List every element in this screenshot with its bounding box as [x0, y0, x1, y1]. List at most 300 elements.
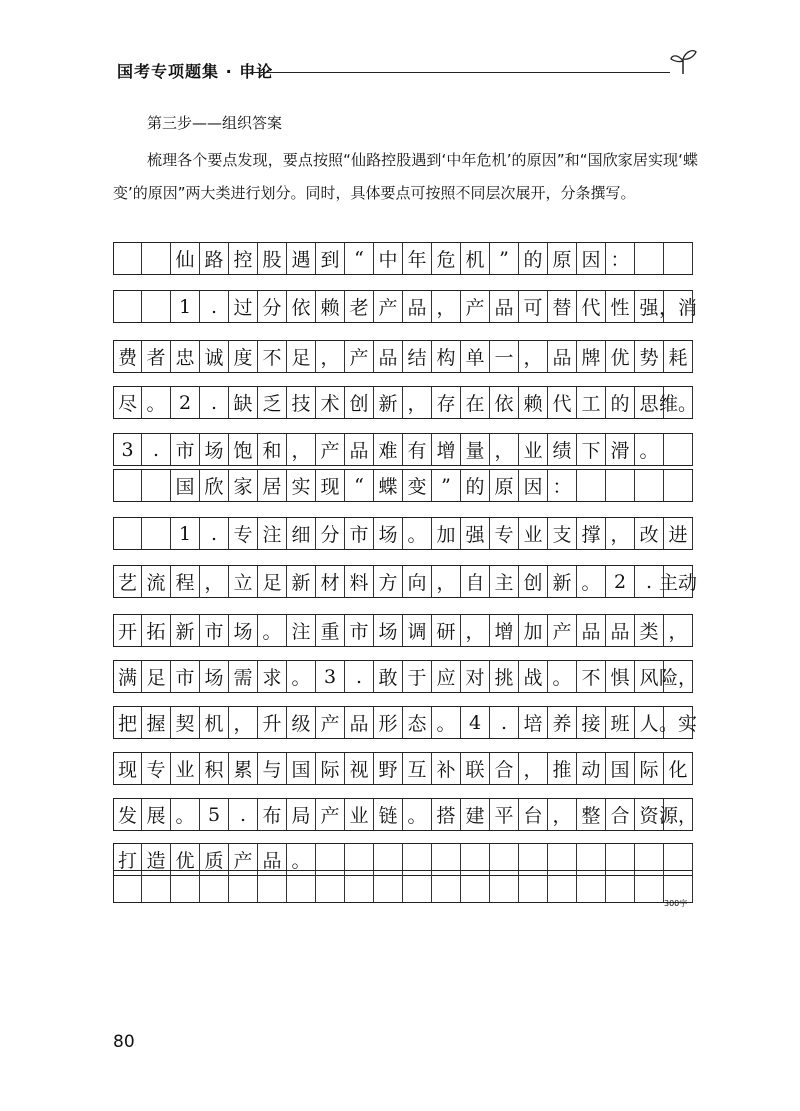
grid-cell: 现	[316, 470, 345, 501]
grid-cell	[229, 871, 258, 902]
grid-cell: 质	[200, 844, 229, 875]
grid-cell: 挑	[490, 661, 519, 692]
grid-cell: ”	[490, 243, 519, 274]
grid-cell: 原	[490, 470, 519, 501]
grid-cell	[287, 871, 316, 902]
grid-cell: 流	[142, 566, 171, 597]
grid-cell: 专	[490, 518, 519, 549]
grid-cell: 仙	[171, 243, 200, 274]
grid-cell: 主动	[664, 566, 693, 597]
grid-cell: 艺	[113, 566, 142, 597]
grid-cell: 业	[345, 799, 374, 830]
grid-cell: 1	[171, 291, 200, 322]
grid-row	[113, 706, 698, 739]
grid-cell: 新	[171, 615, 200, 646]
page-number: 80	[113, 1032, 135, 1052]
grid-cell: 机	[461, 243, 490, 274]
grid-cell: 进	[664, 518, 693, 549]
grid-cell	[548, 871, 577, 902]
grid-cell: 联	[461, 753, 490, 784]
grid-cell: 中	[374, 243, 403, 274]
grid-cell: 局	[287, 799, 316, 830]
grid-cell: 类	[635, 615, 664, 646]
grid-cell: 合	[490, 753, 519, 784]
grid-row	[113, 660, 698, 693]
grid-cell: 。	[258, 615, 287, 646]
grid-cell: 业	[519, 518, 548, 549]
grid-cell: 展	[142, 799, 171, 830]
grid-cell: 居	[258, 470, 287, 501]
grid-cell: 积	[200, 753, 229, 784]
grid-cell	[374, 871, 403, 902]
grid-cell: 强	[461, 518, 490, 549]
grid-cell: 者	[142, 341, 171, 372]
grid-cell: 量	[461, 434, 490, 465]
grid-cell: 饱	[229, 434, 258, 465]
grid-cell: 代	[577, 291, 606, 322]
grid-cell: 单	[461, 341, 490, 372]
intro-paragraph: 梳理各个要点发现，要点按照“仙路控股遇到‘中年危机’的原因”和“国欣家居实现‘蝶变’的原因”两大类进行划分。同时，具体要点可按照不同层次展开，分条撰写。	[113, 151, 698, 202]
grid-row	[113, 433, 693, 466]
grid-cell: 国	[287, 753, 316, 784]
grid-cell	[142, 871, 171, 902]
grid-cell: 级	[287, 707, 316, 738]
grid-cell	[432, 871, 461, 902]
grid-cell: ，消	[664, 291, 693, 322]
grid-cell: ，	[316, 341, 345, 372]
grid-cell: 忠	[171, 341, 200, 372]
grid-cell: 到	[316, 243, 345, 274]
grid-cell: 应	[432, 661, 461, 692]
grid-cell: 撑	[577, 518, 606, 549]
grid-cell: 现	[113, 753, 142, 784]
grid-cell: 产	[548, 615, 577, 646]
grid-cell: ，	[548, 799, 577, 830]
grid-cell: 搭	[432, 799, 461, 830]
grid-row	[113, 870, 693, 903]
grid-cell: 蝶	[374, 470, 403, 501]
grid-cell: 市	[171, 434, 200, 465]
grid-cell: 强	[635, 291, 664, 322]
grid-cell: 足	[142, 661, 171, 692]
grid-cell: 。	[548, 661, 577, 692]
grid-cell: 优	[606, 341, 635, 372]
grid-cell: 诚	[200, 341, 229, 372]
grid-cell: 和	[258, 434, 287, 465]
grid-cell	[635, 470, 664, 501]
grid-cell	[606, 871, 635, 902]
grid-cell: 家	[229, 470, 258, 501]
grid-cell: 细	[287, 518, 316, 549]
grid-cell: 拓	[142, 615, 171, 646]
grid-cell	[664, 434, 693, 465]
grid-cell: ：	[548, 470, 577, 501]
grid-cell: 注	[287, 615, 316, 646]
grid-cell: 足	[287, 341, 316, 372]
grid-cell	[171, 871, 200, 902]
grid-cell: 台	[519, 799, 548, 830]
grid-row	[113, 290, 698, 323]
grid-cell: 产	[374, 291, 403, 322]
grid-cell: 场	[200, 434, 229, 465]
grid-cell: ，	[432, 566, 461, 597]
grid-cell: 可	[519, 291, 548, 322]
grid-cell	[113, 518, 142, 549]
grid-cell	[403, 871, 432, 902]
grid-cell: ，	[403, 387, 432, 418]
grid-cell: 研	[432, 615, 461, 646]
grid-cell: 培	[519, 707, 548, 738]
grid-cell: 品	[548, 341, 577, 372]
grid-cell	[142, 470, 171, 501]
grid-cell: 升	[258, 707, 287, 738]
grid-cell: 风	[635, 661, 664, 692]
grid-cell	[635, 871, 664, 902]
grid-cell: 产	[316, 707, 345, 738]
grid-cell: 握	[142, 707, 171, 738]
grid-row	[113, 752, 693, 785]
grid-cell: 源，	[664, 799, 693, 830]
grid-cell: 依	[287, 291, 316, 322]
grid-cell: 分	[316, 518, 345, 549]
grid-row	[113, 517, 693, 550]
grid-cell: ，	[287, 434, 316, 465]
grid-cell: 建	[461, 799, 490, 830]
grid-cell: “	[345, 470, 374, 501]
grid-cell: 缺	[229, 387, 258, 418]
grid-cell	[519, 871, 548, 902]
grid-cell: 机	[200, 707, 229, 738]
grid-row	[113, 340, 693, 373]
grid-cell: 结	[403, 341, 432, 372]
grid-cell: 补	[432, 753, 461, 784]
grid-cell: 新	[287, 566, 316, 597]
grid-cell: ，	[519, 341, 548, 372]
grid-cell: 新	[548, 566, 577, 597]
word-count-label: 300字	[664, 899, 688, 908]
grid-cell: 。	[577, 566, 606, 597]
grid-cell: 人	[635, 707, 664, 738]
grid-cell: ：	[606, 243, 635, 274]
grid-cell: 产	[316, 799, 345, 830]
grid-cell: 国	[171, 470, 200, 501]
grid-cell: ，	[664, 615, 693, 646]
grid-cell: 造	[142, 844, 171, 875]
grid-cell: .	[635, 566, 664, 597]
grid-cell: 品	[258, 844, 287, 875]
grid-cell	[461, 871, 490, 902]
grid-cell: 分	[258, 291, 287, 322]
grid-cell: 。	[635, 434, 664, 465]
header-title: 国考专项题集 · 申论	[117, 62, 274, 81]
grid-cell: 专	[142, 753, 171, 784]
grid-cell: 控	[229, 243, 258, 274]
grid-cell: 方	[374, 566, 403, 597]
grid-cell: 维。	[664, 387, 693, 418]
grid-cell	[113, 291, 142, 322]
grid-cell: 一	[490, 341, 519, 372]
grid-cell: 变	[403, 470, 432, 501]
grid-cell	[577, 871, 606, 902]
grid-cell: 业	[519, 434, 548, 465]
grid-cell: 互	[403, 753, 432, 784]
grid-cell: 加	[432, 518, 461, 549]
grid-cell: 满	[113, 661, 142, 692]
grid-cell: ，	[606, 518, 635, 549]
grid-cell: 推	[548, 753, 577, 784]
grid-cell: 老	[345, 291, 374, 322]
grid-cell: ，	[490, 434, 519, 465]
grid-cell: 势	[635, 341, 664, 372]
grid-cell: 乏	[258, 387, 287, 418]
grid-cell: 新	[374, 387, 403, 418]
grid-cell: 构	[432, 341, 461, 372]
grid-cell: 市	[345, 615, 374, 646]
grid-cell: 尽	[113, 387, 142, 418]
grid-cell: 因	[519, 470, 548, 501]
grid-cell: 的	[519, 243, 548, 274]
grid-cell	[113, 470, 142, 501]
grid-cell: 场	[229, 615, 258, 646]
grid-cell: 加	[519, 615, 548, 646]
grid-cell: 的	[461, 470, 490, 501]
grid-cell: 际	[316, 753, 345, 784]
grid-cell	[113, 871, 142, 902]
grid-cell: 品	[374, 341, 403, 372]
grid-cell: ，	[229, 707, 258, 738]
grid-cell	[142, 243, 171, 274]
grid-cell: 。	[171, 799, 200, 830]
grid-cell: 。	[403, 518, 432, 549]
grid-cell: 不	[258, 341, 287, 372]
grid-cell: .	[229, 799, 258, 830]
grid-cell: 增	[432, 434, 461, 465]
sprout-icon	[668, 46, 698, 76]
header-divider	[250, 72, 670, 73]
grid-cell: 品	[403, 291, 432, 322]
grid-cell: 在	[461, 387, 490, 418]
grid-cell: 依	[490, 387, 519, 418]
grid-cell: 自	[461, 566, 490, 597]
grid-cell: 性	[606, 291, 635, 322]
grid-cell: 料	[345, 566, 374, 597]
grid-cell: 品	[606, 615, 635, 646]
grid-cell: 发	[113, 799, 142, 830]
grid-cell: ，	[200, 566, 229, 597]
grid-cell: 程	[171, 566, 200, 597]
grid-cell: 不	[577, 661, 606, 692]
grid-cell: 牌	[577, 341, 606, 372]
grid-row	[113, 469, 693, 502]
grid-cell: 产	[229, 844, 258, 875]
grid-cell: 国	[606, 753, 635, 784]
grid-cell: 向	[403, 566, 432, 597]
grid-cell: 有	[403, 434, 432, 465]
step-heading: 第三步——组织答案	[147, 114, 283, 132]
grid-cell: 注	[258, 518, 287, 549]
grid-cell: 品	[345, 707, 374, 738]
grid-cell: .	[200, 518, 229, 549]
grid-cell	[316, 871, 345, 902]
grid-cell: 重	[316, 615, 345, 646]
grid-cell: 调	[403, 615, 432, 646]
grid-cell	[142, 518, 171, 549]
grid-cell: 存	[432, 387, 461, 418]
grid-cell: 场	[200, 661, 229, 692]
grid-cell: 足	[258, 566, 287, 597]
grid-cell: 耗	[664, 341, 693, 372]
grid-cell: 创	[519, 566, 548, 597]
grid-cell: 赖	[519, 387, 548, 418]
grid-cell	[577, 470, 606, 501]
grid-cell: 专	[229, 518, 258, 549]
grid-cell: 产	[316, 434, 345, 465]
grid-cell	[664, 243, 693, 274]
grid-cell: 。	[287, 661, 316, 692]
grid-cell	[490, 871, 519, 902]
grid-cell: 4	[461, 707, 490, 738]
grid-cell: 场	[374, 518, 403, 549]
grid-cell: 品	[490, 291, 519, 322]
grid-cell: ，	[519, 753, 548, 784]
grid-cell: 合	[606, 799, 635, 830]
grid-cell: 平	[490, 799, 519, 830]
grid-cell: 滑	[606, 434, 635, 465]
grid-cell: 视	[345, 753, 374, 784]
grid-cell: 因	[577, 243, 606, 274]
grid-cell	[200, 871, 229, 902]
grid-cell: 5	[200, 799, 229, 830]
grid-cell: 惧	[606, 661, 635, 692]
grid-cell: 技	[287, 387, 316, 418]
grid-cell: 布	[258, 799, 287, 830]
grid-cell: 化	[664, 753, 693, 784]
grid-cell: 。	[403, 799, 432, 830]
grid-cell: 市	[345, 518, 374, 549]
grid-row	[113, 386, 698, 419]
grid-cell: 市	[171, 661, 200, 692]
grid-row	[113, 614, 693, 647]
grid-cell: 3	[316, 661, 345, 692]
grid-cell: 过	[229, 291, 258, 322]
grid-row	[113, 798, 698, 831]
grid-cell: ，	[461, 615, 490, 646]
grid-cell: 替	[548, 291, 577, 322]
grid-cell: 年	[403, 243, 432, 274]
grid-cell: 支	[548, 518, 577, 549]
grid-cell: .	[490, 707, 519, 738]
grid-cell: 工	[577, 387, 606, 418]
grid-cell: 业	[171, 753, 200, 784]
grid-cell	[142, 291, 171, 322]
grid-cell	[606, 470, 635, 501]
grid-cell: 把	[113, 707, 142, 738]
grid-cell: 产	[461, 291, 490, 322]
grid-cell: 的	[606, 387, 635, 418]
grid-cell: 度	[229, 341, 258, 372]
grid-cell: 打	[113, 844, 142, 875]
grid-row	[113, 242, 693, 275]
grid-cell: 野	[374, 753, 403, 784]
grid-cell: 求	[258, 661, 287, 692]
grid-cell: 。	[142, 387, 171, 418]
grid-cell: 整	[577, 799, 606, 830]
grid-cell: 累	[229, 753, 258, 784]
grid-cell: 于	[403, 661, 432, 692]
grid-cell: 契	[171, 707, 200, 738]
grid-cell: 赖	[316, 291, 345, 322]
grid-cell: 2	[171, 387, 200, 418]
grid-cell: 对	[461, 661, 490, 692]
grid-cell: 代	[548, 387, 577, 418]
grid-cell	[635, 243, 664, 274]
grid-cell	[258, 871, 287, 902]
grid-cell: 路	[200, 243, 229, 274]
grid-cell: 动	[577, 753, 606, 784]
grid-cell: 费	[113, 341, 142, 372]
grid-cell: 危	[432, 243, 461, 274]
grid-cell: 形	[374, 707, 403, 738]
grid-cell: 险，	[664, 661, 693, 692]
grid-cell: 态	[403, 707, 432, 738]
grid-cell: 增	[490, 615, 519, 646]
grid-cell: .	[142, 434, 171, 465]
grid-cell: ，	[432, 291, 461, 322]
grid-cell: 材	[316, 566, 345, 597]
grid-cell	[664, 470, 693, 501]
grid-cell: 与	[258, 753, 287, 784]
grid-cell: .	[345, 661, 374, 692]
grid-cell: 遇	[287, 243, 316, 274]
grid-cell: 品	[345, 434, 374, 465]
grid-cell: 接	[577, 707, 606, 738]
grid-cell: 需	[229, 661, 258, 692]
grid-cell: 品	[577, 615, 606, 646]
grid-cell: 思	[635, 387, 664, 418]
grid-cell: 优	[171, 844, 200, 875]
grid-cell: 1	[171, 518, 200, 549]
grid-cell	[345, 871, 374, 902]
grid-cell: 3	[113, 434, 142, 465]
grid-cell: 难	[374, 434, 403, 465]
grid-cell: 班	[606, 707, 635, 738]
grid-cell: 敢	[374, 661, 403, 692]
grid-cell	[113, 243, 142, 274]
grid-cell: 际	[635, 753, 664, 784]
grid-cell: 开	[113, 615, 142, 646]
grid-cell: 欣	[200, 470, 229, 501]
grid-cell: 产	[345, 341, 374, 372]
grid-cell: 养	[548, 707, 577, 738]
grid-cell: .	[200, 387, 229, 418]
grid-cell: 股	[258, 243, 287, 274]
grid-cell: “	[345, 243, 374, 274]
grid-cell: 2	[606, 566, 635, 597]
grid-row	[113, 565, 698, 598]
grid-cell: 。实	[664, 707, 693, 738]
grid-cell: ”	[432, 470, 461, 501]
grid-cell: 链	[374, 799, 403, 830]
grid-cell: 下	[577, 434, 606, 465]
grid-cell: 改	[635, 518, 664, 549]
grid-cell: 创	[345, 387, 374, 418]
grid-cell: 原	[548, 243, 577, 274]
grid-cell: 立	[229, 566, 258, 597]
grid-cell: 战	[519, 661, 548, 692]
grid-cell: 市	[200, 615, 229, 646]
grid-cell: 。	[432, 707, 461, 738]
grid-cell: 主	[490, 566, 519, 597]
